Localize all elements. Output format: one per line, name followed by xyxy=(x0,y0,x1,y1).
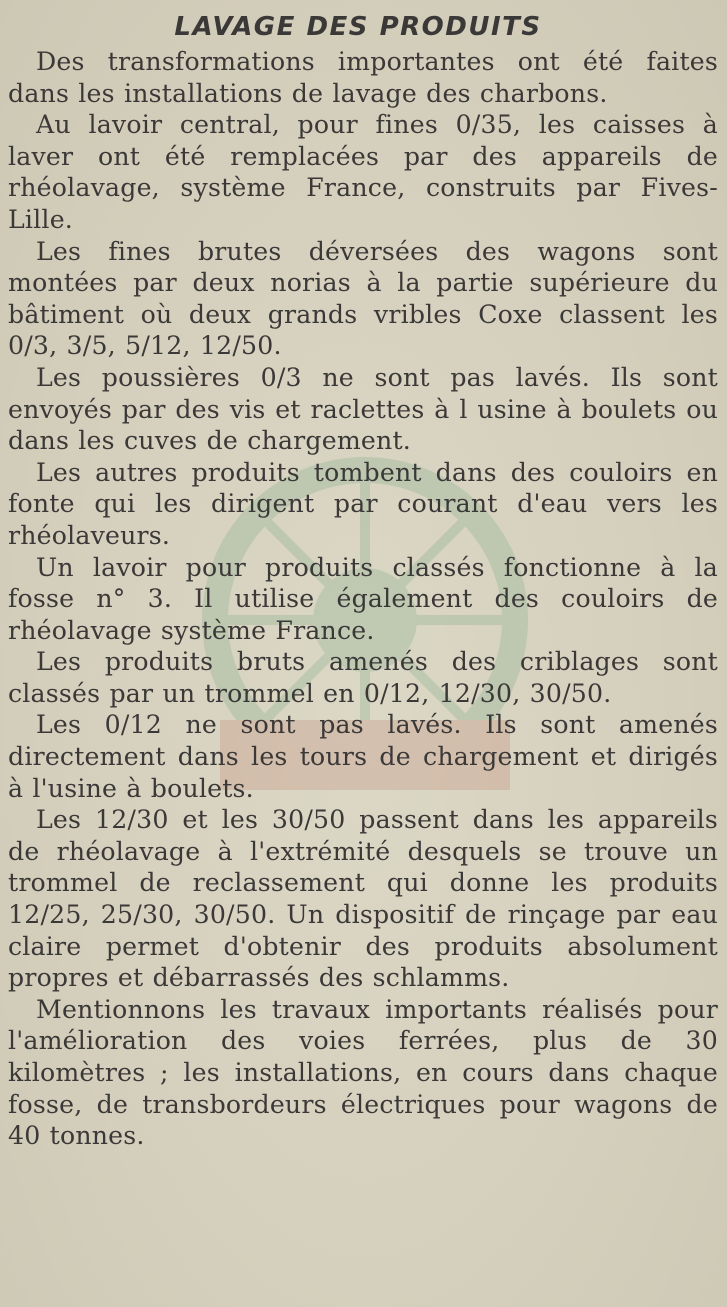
paragraph: Les 12/30 et les 30/50 passent dans les appareils de rhéolavage à l'extrémité desquels se trouve un trommel de reclassement qui donne les produits 12/25, 25/30, 30/50. Un dispositif de rinçage par eau claire permet d'obtenir des produits absolument propres et débarrassés des schlamms. xyxy=(8,805,718,993)
paragraph: Les autres produits tombent dans des couloirs en fonte qui les dirigent par courant d'eau vers les rhéolaveurs. xyxy=(8,457,718,550)
paragraph: Les poussières 0/3 ne sont pas lavés. Ils sont envoyés par des vis et raclettes à l usine à boulets ou dans les cuves de chargement. xyxy=(8,362,718,456)
paragraph: Les 0/12 ne sont pas lavés. Ils sont amenés directement dans les tours de chargement et dirigés à l'usine à boulets. xyxy=(8,710,718,803)
paragraph: Les fines brutes déversées des wagons sont montées par deux norias à la partie supérieure du bâtiment où deux grands vribles Coxe classent les 0/3, 3/5, 5/12, 12/50. xyxy=(8,236,718,361)
paragraph: Mentionnons les travaux importants réalisés pour l'amélioration des voies ferrées, plus de 30 kilomètres ; les installations, en cours dans chaque fosse, de transbordeurs électriques pour wagons de 40 tonnes. xyxy=(8,994,718,1151)
paragraph: Les produits bruts amenés des criblages sont classés par un trommel en 0/12, 12/30, 30/50. xyxy=(8,647,718,708)
paragraph: Des transformations importantes ont été faites dans les installations de lavage des charbons. xyxy=(8,47,718,108)
paragraph: Un lavoir pour produits classés fonctionne à la fosse n° 3. Il utilise également des couloirs de rhéolavage système France. xyxy=(8,552,718,645)
section-title: LAVAGE DES PRODUITS xyxy=(174,12,542,42)
paragraph: Au lavoir central, pour fines 0/35, les caisses à laver ont été remplacées par des appareils de rhéolavage, système France, construits par Fives-Lille. xyxy=(8,110,718,234)
